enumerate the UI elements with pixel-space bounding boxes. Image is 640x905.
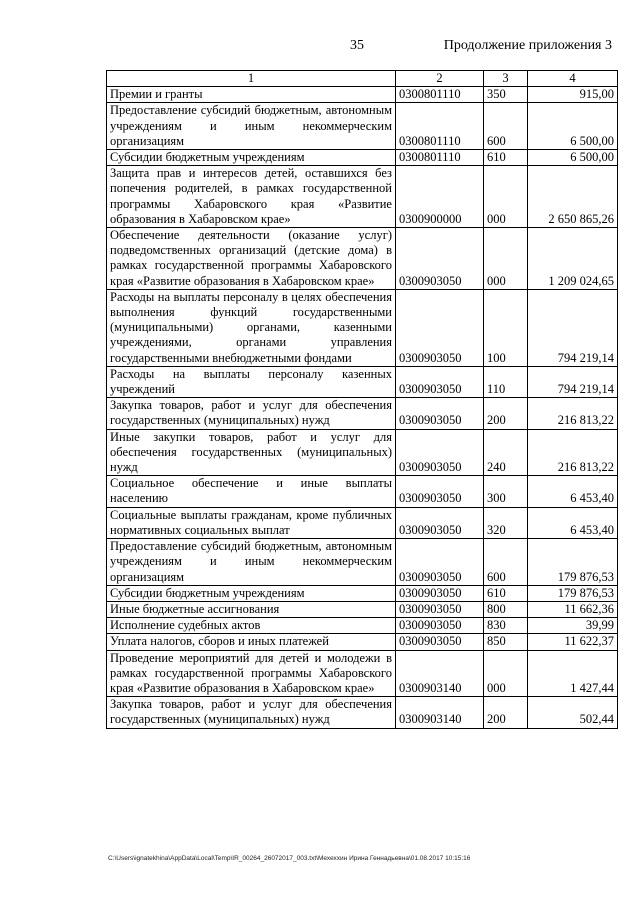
cell-name: Субсидии бюджетным учреждениям [107,585,396,601]
cell-sum: 1 427,44 [528,650,618,697]
cell-sum: 502,44 [528,697,618,728]
column-header-1: 1 [107,71,396,87]
cell-name: Закупка товаров, работ и услуг для обеспечения государственных (муниципальных) нужд [107,697,396,728]
cell-csr: 0300903140 [396,697,484,728]
cell-sum: 6 453,40 [528,476,618,507]
cell-vr: 610 [484,585,528,601]
table-row [107,476,618,507]
cell-csr: 0300903050 [396,585,484,601]
column-header-4: 4 [528,71,618,87]
cell-name: Премии и гранты [107,87,396,103]
table-row [107,601,618,617]
cell-name: Иные закупки товаров, работ и услуг для обеспечения государственных (муниципальных) нужд [107,429,396,476]
column-header-3: 3 [484,71,528,87]
cell-sum: 794 219,14 [528,366,618,397]
table-row [107,507,618,538]
cell-csr: 0300900000 [396,166,484,228]
cell-name: Уплата налогов, сборов и иных платежей [107,634,396,650]
cell-vr: 850 [484,634,528,650]
continuation-title: Продолжение приложения 3 [443,38,612,53]
cell-vr: 000 [484,166,528,228]
cell-vr: 200 [484,697,528,728]
table-body [107,87,618,728]
cell-sum: 11 662,36 [528,601,618,617]
cell-name: Расходы на выплаты персоналу в целях обеспечения выполнения функций государственными (муниципальными) органами, казенными учреждениями, органами управления государственными внебюджетными фондами [107,289,396,366]
cell-name: Проведение мероприятий для детей и молодежи в рамках государственной программы Хабаровского края «Развитие образования в Хабаровском крае» [107,650,396,697]
table-row [107,103,618,150]
cell-sum: 915,00 [528,87,618,103]
cell-csr: 0300903140 [396,650,484,697]
cell-sum: 2 650 865,26 [528,166,618,228]
table-row [107,366,618,397]
cell-sum: 6 500,00 [528,103,618,150]
cell-vr: 320 [484,507,528,538]
cell-sum: 216 813,22 [528,398,618,429]
cell-vr: 100 [484,289,528,366]
budget-table [106,70,618,729]
cell-name: Иные бюджетные ассигнования [107,601,396,617]
cell-name: Субсидии бюджетным учреждениям [107,150,396,166]
cell-csr: 0300903050 [396,634,484,650]
cell-sum: 794 219,14 [528,289,618,366]
cell-csr: 0300903050 [396,398,484,429]
cell-name: Исполнение судебных актов [107,618,396,634]
cell-sum: 216 813,22 [528,429,618,476]
cell-name: Защита прав и интересов детей, оставшихся без попечения родителей, в рамках государственной программы Хабаровского края «Развитие образования в Хабаровском крае» [107,166,396,228]
cell-csr: 0300903050 [396,539,484,586]
cell-vr: 110 [484,366,528,397]
cell-vr: 240 [484,429,528,476]
table-row [107,650,618,697]
cell-sum: 11 622,37 [528,634,618,650]
table-row [107,166,618,228]
cell-sum: 39,99 [528,618,618,634]
table-row [107,634,618,650]
cell-vr: 200 [484,398,528,429]
cell-csr: 0300903050 [396,476,484,507]
cell-name: Расходы на выплаты персоналу казенных учреждений [107,366,396,397]
cell-sum: 1 209 024,65 [528,228,618,290]
footer-file-path: C:\Users\ignatekhina\AppData\Local\Temp\IR_00264_26072017_003.txt\Мехеххин Ирина Геннадьевна\01.08.2017 10:15:16 [108,855,471,862]
cell-vr: 600 [484,539,528,586]
column-header-2: 2 [396,71,484,87]
cell-vr: 610 [484,150,528,166]
table-row [107,289,618,366]
cell-vr: 300 [484,476,528,507]
cell-vr: 350 [484,87,528,103]
cell-name: Обеспечение деятельности (оказание услуг) подведомственных организаций (детские дома) в рамках государственной программы Хабаровского края «Развитие образования в Хабаровском крае» [107,228,396,290]
table-row [107,539,618,586]
table-row [107,697,618,728]
cell-csr: 0300801110 [396,150,484,166]
table-row [107,429,618,476]
table-row [107,150,618,166]
table-header-row [107,71,618,87]
cell-name: Социальные выплаты гражданам, кроме публичных нормативных социальных выплат [107,507,396,538]
cell-sum: 6 500,00 [528,150,618,166]
cell-csr: 0300903050 [396,429,484,476]
cell-csr: 0300903050 [396,618,484,634]
cell-vr: 800 [484,601,528,617]
table-row [107,618,618,634]
cell-sum: 179 876,53 [528,539,618,586]
cell-csr: 0300801110 [396,103,484,150]
cell-name: Социальное обеспечение и иные выплаты населению [107,476,396,507]
cell-csr: 0300903050 [396,289,484,366]
cell-csr: 0300903050 [396,366,484,397]
cell-csr: 0300903050 [396,228,484,290]
cell-sum: 6 453,40 [528,507,618,538]
page-number: 35 [350,38,364,53]
table-row [107,228,618,290]
table-row [107,87,618,103]
cell-name: Закупка товаров, работ и услуг для обеспечения государственных (муниципальных) нужд [107,398,396,429]
cell-vr: 830 [484,618,528,634]
cell-name: Предоставление субсидий бюджетным, автономным учреждениям и иным некоммерческим организациям [107,103,396,150]
table-row [107,585,618,601]
cell-csr: 0300903050 [396,601,484,617]
cell-name: Предоставление субсидий бюджетным, автономным учреждениям и иным некоммерческим организациям [107,539,396,586]
table-row [107,398,618,429]
cell-sum: 179 876,53 [528,585,618,601]
cell-vr: 600 [484,103,528,150]
cell-csr: 0300801110 [396,87,484,103]
cell-csr: 0300903050 [396,507,484,538]
cell-vr: 000 [484,228,528,290]
cell-vr: 000 [484,650,528,697]
